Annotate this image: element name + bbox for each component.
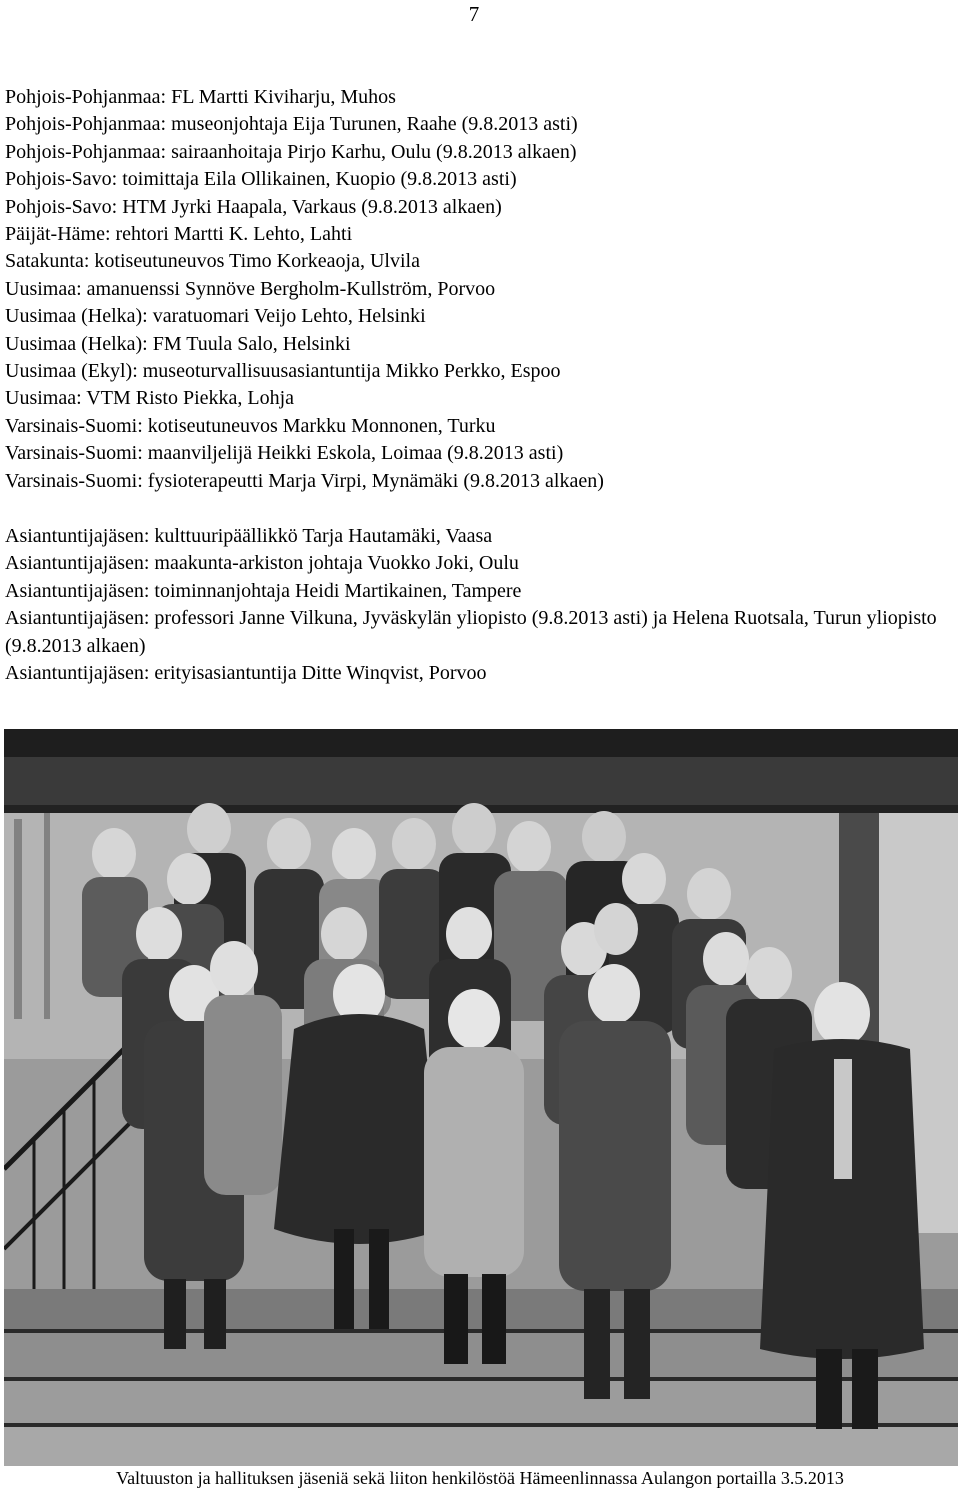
expert-member-list [5,523,945,687]
list-item: Asiantuntijajäsen: erityisasiantuntija Ditte Winqvist, Porvoo [5,662,487,685]
list-item: Pohjois-Pohjanmaa: sairaanhoitaja Pirjo Karhu, Oulu (9.8.2013 alkaen) [5,140,577,163]
list-item: Uusimaa (Helka): FM Tuula Salo, Helsinki [5,332,351,355]
list-item: Pohjois-Savo: HTM Jyrki Haapala, Varkaus (9.8.2013 alkaen) [5,195,502,218]
list-item: Satakunta: kotiseutuneuvos Timo Korkeaoja, Ulvila [5,250,420,273]
list-item: Pohjois-Savo: toimittaja Eila Ollikainen, Kuopio (9.8.2013 asti) [5,168,517,191]
photo-caption: Valtuuston ja hallituksen jäseniä sekä liiton henkilöstöä Hämeenlinnassa Aulangon portailla 3.5.2013 [116,1468,844,1488]
list-item: Pohjois-Pohjanmaa: museonjohtaja Eija Turunen, Raahe (9.8.2013 asti) [5,113,578,136]
page-number: 7 [468,2,480,26]
list-item: Varsinais-Suomi: maanviljelijä Heikki Eskola, Loimaa (9.8.2013 asti) [5,442,564,465]
list-item: Uusimaa: amanuenssi Synnöve Bergholm-Kullström, Porvoo [5,277,496,300]
list-item: Asiantuntijajäsen: toiminnanjohtaja Heidi Martikainen, Tampere [5,579,522,602]
list-item: Asiantuntijajäsen: professori Janne Vilkuna, Jyväskylän yliopisto (9.8.2013 asti) ja Helena Ruotsala, Turun yliopisto (9.8.2013 alkaen) [5,607,937,657]
list-item: Uusimaa: VTM Risto Piekka, Lohja [5,387,295,410]
list-item: Päijät-Häme: rehtori Martti K. Lehto, Lahti [5,223,353,246]
region-member-list [5,84,945,495]
list-item: Pohjois-Pohjanmaa: FL Martti Kiviharju, Muhos [5,86,396,108]
list-item: Asiantuntijajäsen: kulttuuripäällikkö Tarja Hautamäki, Vaasa [5,525,493,547]
list-item: Varsinais-Suomi: kotiseutuneuvos Markku Monnonen, Turku [5,414,496,437]
list-item: Varsinais-Suomi: fysioterapeutti Marja Virpi, Mynämäki (9.8.2013 alkaen) [5,469,604,492]
list-item: Uusimaa (Ekyl): museoturvallisuusasiantuntija Mikko Perkko, Espoo [5,360,561,383]
group-photo [4,729,958,1466]
list-item: Asiantuntijajäsen: maakunta-arkiston johtaja Vuokko Joki, Oulu [5,552,519,575]
list-item: Uusimaa (Helka): varatuomari Veijo Lehto, Helsinki [5,305,426,328]
